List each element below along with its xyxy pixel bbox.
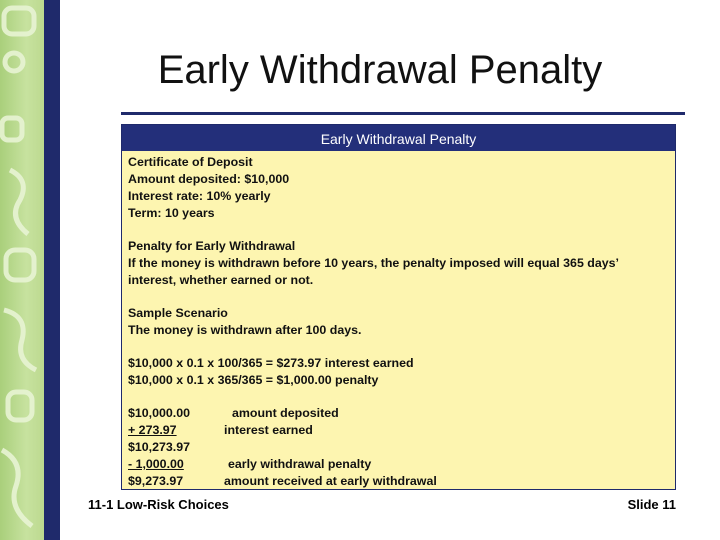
ledger-amount: $9,273.97: [128, 474, 184, 488]
penalty-section: [128, 238, 669, 289]
certificate-line: Amount deposited: $10,000: [128, 172, 290, 186]
footer-slide-number: Slide 11: [627, 497, 676, 512]
calculation-line: $10,000 x 0.1 x 100/365 = $273.97 interest earned: [128, 356, 414, 370]
ledger-label: amount deposited: [232, 406, 339, 420]
decorative-navy-stripe: [44, 0, 60, 540]
calculation-section: [128, 355, 669, 389]
title-divider: [121, 112, 685, 115]
certificate-line: Term: 10 years: [128, 206, 215, 220]
certificate-details: [128, 154, 669, 222]
footer-chapter: 11-1 Low-Risk Choices: [88, 497, 229, 512]
panel-body: [122, 151, 675, 490]
penalty-panel: [121, 124, 676, 490]
certificate-line: Interest rate: 10% yearly: [128, 189, 271, 203]
scenario-line: The money is withdrawn after 100 days.: [128, 323, 362, 337]
ledger-amount: - 1,000.00: [128, 457, 184, 471]
slide-title: Early Withdrawal Penalty: [157, 48, 603, 92]
ledger-table: [128, 405, 669, 490]
scenario-section: [128, 305, 669, 339]
decorative-side-bar: [0, 0, 44, 540]
calculation-line: $10,000 x 0.1 x 365/365 = $1,000.00 penalty: [128, 373, 379, 387]
panel-header: Early Withdrawal Penalty: [122, 125, 675, 151]
ledger-label: early withdrawal penalty: [228, 457, 372, 471]
penalty-heading: Penalty for Early Withdrawal: [128, 239, 296, 253]
penalty-text: If the money is withdrawn before 10 years, the penalty imposed will equal 365 days’ interest, whether earned or not.: [128, 256, 619, 287]
ledger-label: [224, 439, 669, 456]
ledger-amount: $10,000.00: [128, 406, 191, 420]
ledger-label: amount received at early withdrawal: [224, 474, 437, 488]
certificate-line: Certificate of Deposit: [128, 155, 253, 169]
decorative-pattern-icon: [0, 0, 44, 540]
scenario-line: Sample Scenario: [128, 306, 228, 320]
ledger-label: interest earned: [224, 423, 313, 437]
ledger-amount: + 273.97: [128, 423, 177, 437]
ledger-amount: $10,273.97: [128, 440, 191, 454]
